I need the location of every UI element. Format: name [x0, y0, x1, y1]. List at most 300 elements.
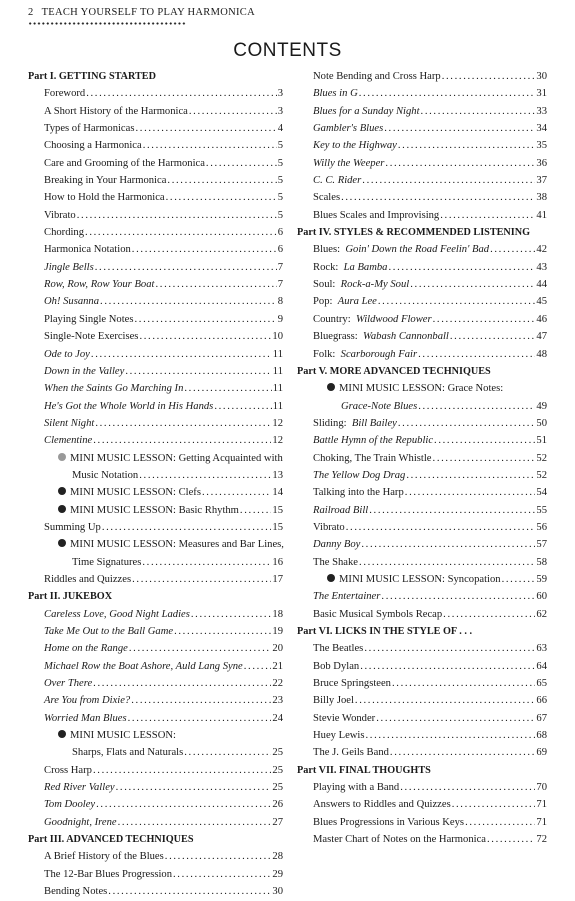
toc-entry-label-wrap [28, 224, 84, 241]
toc-entry-label: Oh! Susanna [44, 296, 100, 308]
toc-entry [297, 346, 547, 363]
toc-part-heading: Part VII. FINAL THOUGHTS [297, 764, 431, 776]
toc-entry-song-title: Wabash Cannonball [363, 331, 449, 343]
toc-entry-label: The Beatles [313, 643, 364, 655]
toc-page-number: 12 [272, 417, 283, 429]
toc-entry [28, 189, 283, 206]
toc-entry-label-wrap [297, 346, 417, 363]
toc-entry [28, 675, 283, 692]
toc-entry-label: Are You from Dixie? [44, 695, 131, 707]
toc-page-number: 36 [536, 157, 547, 169]
toc-entry-label-wrap [297, 328, 449, 345]
toc-entry-label: The 12-Bar Blues Progression [44, 868, 172, 880]
toc-entry-line [297, 380, 547, 397]
toc-entry-label: Key to the Highway [313, 140, 397, 152]
toc-entry-label: Huey Lewis [313, 730, 365, 742]
toc-entry-label-wrap [297, 276, 409, 293]
toc-page-number: 59 [536, 573, 547, 585]
toc-page-number: 55 [536, 504, 547, 516]
toc-entry [297, 398, 547, 415]
toc-entry [297, 606, 547, 623]
dot-leader [410, 276, 535, 293]
toc-entry-label: Bob Dylan [313, 660, 360, 672]
toc-entry-label: Folk: [313, 348, 336, 360]
toc-left-column [28, 68, 283, 901]
dot-leader [102, 519, 272, 536]
dot-leader [388, 259, 535, 276]
dot-leader [93, 675, 271, 692]
dot-leader [100, 293, 277, 310]
toc-entry-label: Home on the Range [44, 643, 128, 655]
toc-entry-label-wrap [297, 241, 489, 258]
toc-page-number: 71 [536, 799, 547, 811]
toc-entry-label-wrap [28, 519, 101, 536]
toc-entry-label-wrap [28, 276, 154, 293]
toc-entry [28, 259, 283, 276]
toc-page-number: 52 [536, 452, 547, 464]
toc-page-number: 11 [272, 383, 283, 395]
dot-leader [184, 744, 271, 761]
toc-page-number: 3 [277, 105, 283, 117]
toc-entry-label: Summing Up [44, 521, 101, 533]
toc-part-heading: Part II. JUKEBOX [28, 591, 113, 603]
dot-leader [240, 502, 271, 519]
toc-page-number: 23 [272, 695, 283, 707]
toc-entry-label: Playing Single Notes [44, 313, 134, 325]
toc-entry-label-wrap [28, 848, 164, 865]
toc-page-number: 30 [272, 886, 283, 898]
toc-entry [28, 762, 283, 779]
toc-page-number: 7 [277, 261, 283, 273]
toc-entry-label: Music Notation [72, 469, 139, 481]
dot-leader [452, 796, 536, 813]
dot-leader [406, 467, 535, 484]
toc-page-number: 5 [277, 157, 283, 169]
dot-leader [400, 779, 535, 796]
toc-entry [297, 241, 547, 258]
toc-page-number: 25 [272, 747, 283, 759]
toc-entry [28, 120, 283, 137]
toc-entry-label-wrap [28, 328, 138, 345]
toc-entry-label-wrap [297, 744, 389, 761]
toc-entry-label-wrap [28, 502, 239, 519]
toc-entry [28, 658, 283, 675]
toc-entry [28, 346, 283, 363]
toc-entry-label: Scales [313, 192, 341, 204]
toc-page-number: 6 [277, 244, 283, 256]
toc-page-number: 3 [277, 88, 283, 100]
toc-entry-label: He's Got the Whole World in His Hands [44, 400, 214, 412]
toc-entry-label-wrap [297, 68, 441, 85]
dot-leader [108, 883, 271, 900]
toc-entry-label-wrap [28, 606, 190, 623]
toc-entry-label-wrap [28, 380, 183, 397]
toc-entry [297, 554, 547, 571]
toc-entry-label: Master Chart of Notes on the Harmonica [313, 834, 486, 846]
dot-leader [166, 189, 277, 206]
toc-page-number: 64 [536, 660, 547, 672]
toc-page-number: 35 [536, 140, 547, 152]
toc-page-number: 48 [536, 348, 547, 360]
toc-entry-label: Blues: [313, 244, 341, 256]
dot-leader [128, 710, 272, 727]
toc-entry-label: Harmonica Notation [44, 244, 131, 256]
toc-entry-label: Country: [313, 313, 351, 325]
dot-leader [433, 311, 536, 328]
toc-entry [297, 710, 547, 727]
toc-page-number: 12 [272, 435, 283, 447]
toc-entry-label: Pop: [313, 296, 333, 308]
dot-leader [118, 814, 272, 831]
dot-leader [360, 658, 535, 675]
toc-entry-label-wrap [297, 432, 433, 449]
toc-part-heading: Part III. ADVANCED TECHNIQUES [28, 834, 194, 846]
toc-page-number: 7 [277, 279, 283, 291]
toc-entry [297, 814, 547, 831]
dot-leader [378, 293, 536, 310]
toc-page-number: 25 [272, 782, 283, 794]
toc-page-number: 14 [272, 487, 283, 499]
dot-leader [142, 554, 271, 571]
toc-page-number: 29 [272, 868, 283, 880]
toc-page-number: 57 [536, 539, 547, 551]
toc-entry-label-wrap [297, 554, 358, 571]
toc-entry [297, 432, 547, 449]
dot-leader [398, 137, 536, 154]
dot-leader [398, 415, 536, 432]
toc-entry-label-wrap [28, 207, 76, 224]
toc-entry-label-wrap [28, 453, 283, 464]
toc-page-number: 10 [272, 331, 283, 343]
toc-entry [28, 276, 283, 293]
toc-entry-label: Chording [44, 227, 85, 239]
dot-leader [96, 796, 271, 813]
dot-leader [381, 588, 535, 605]
toc-entry-label-wrap [297, 207, 439, 224]
toc-entry-label-wrap [28, 883, 107, 900]
toc-entry [297, 519, 547, 536]
toc-entry-label-wrap [297, 502, 368, 519]
toc-entry-label: MINI MUSIC LESSON: Getting Acquainted with [70, 452, 283, 464]
dot-leader [135, 120, 276, 137]
toc-entry-label-wrap [297, 606, 442, 623]
toc-entry-label: Bruce Springsteen [313, 678, 391, 690]
toc-entry-label: Worried Man Blues [44, 712, 127, 724]
toc-entry-label-wrap [28, 363, 124, 380]
toc-entry-label-wrap [28, 415, 94, 432]
toc-entry-line [28, 450, 283, 467]
dot-leader [418, 346, 535, 363]
toc-entry-song-title: Rock-a-My Soul [340, 279, 410, 291]
toc-page-number: 66 [536, 695, 547, 707]
bullet-icon [58, 505, 66, 513]
toc-entry [297, 293, 547, 310]
toc-entry [297, 588, 547, 605]
toc-entry-line [28, 727, 283, 744]
toc-entry [28, 137, 283, 154]
toc-entry-label: Blues Progressions in Various Keys [313, 816, 465, 828]
toc-entry-label: Breaking in Your Harmonica [44, 175, 167, 187]
toc-entry [297, 831, 547, 848]
toc-entry-label: Tom Dooley [44, 799, 96, 811]
toc-entry [28, 883, 283, 900]
dot-leader [77, 207, 277, 224]
toc-entry-song-title: La Bamba [343, 261, 388, 273]
toc-page-number: 47 [536, 331, 547, 343]
dot-leader [487, 831, 535, 848]
dot-leader [390, 744, 535, 761]
running-head [28, 7, 255, 18]
toc-entry-label: Foreword [44, 88, 86, 100]
toc-entry [28, 779, 283, 796]
toc-page-number: 58 [536, 556, 547, 568]
toc-entry [297, 311, 547, 328]
toc-entry-label-wrap [297, 692, 354, 709]
toc-entry-label-wrap [297, 293, 377, 310]
dot-leader [502, 571, 536, 588]
toc-entry-label-wrap [28, 432, 92, 449]
toc-entry [297, 155, 547, 172]
toc-page-number: 67 [536, 712, 547, 724]
toc-entry [297, 276, 547, 293]
toc-entry [28, 432, 283, 449]
toc-entry-label: Careless Love, Good Night Ladies [44, 608, 190, 620]
toc-entry [28, 640, 283, 657]
toc-page-number: 34 [536, 123, 547, 135]
bullet-icon [58, 487, 66, 495]
toc-page-number: 60 [536, 591, 547, 603]
toc-entry-label: Sliding: [313, 417, 347, 429]
dot-leader [132, 241, 277, 258]
toc-entry-label: Grace-Note Blues [341, 400, 418, 412]
dot-leader [167, 172, 276, 189]
toc-page-number: 26 [272, 799, 283, 811]
toc-entry [28, 623, 283, 640]
toc-entry-label: Railroad Bill [313, 504, 369, 516]
toc-entry [28, 172, 283, 189]
toc-entry-song-title: Bill Bailey [351, 417, 397, 429]
toc-entry [297, 137, 547, 154]
dot-leader [86, 85, 277, 102]
toc-entry-label-wrap [28, 85, 85, 102]
toc-page-number: 65 [536, 678, 547, 690]
toc-page-number: 4 [277, 123, 283, 135]
toc-entry-label: Soul: [313, 279, 336, 291]
toc-entry-label-wrap [297, 519, 345, 536]
toc-entry-label: The Yellow Dog Drag [313, 469, 406, 481]
dot-leader [440, 207, 535, 224]
toc-entry-label-wrap [28, 120, 134, 137]
toc-entry [297, 536, 547, 553]
toc-page-number: 24 [272, 712, 283, 724]
toc-page-number: 70 [536, 782, 547, 794]
dot-leader [355, 692, 536, 709]
toc-page-number: 71 [536, 816, 547, 828]
dot-leader [443, 606, 535, 623]
dot-leader [214, 398, 271, 415]
toc-page-number: 72 [536, 834, 547, 846]
toc-entry-label-wrap [28, 762, 92, 779]
dot-leader [364, 640, 535, 657]
toc-entry-label: Michael Row the Boat Ashore, Auld Lang Syne [44, 660, 243, 672]
toc-entry-label-wrap [28, 730, 176, 741]
toc-entry [297, 502, 547, 519]
toc-entry-label-wrap [297, 259, 387, 276]
toc-entry-label: MINI MUSIC LESSON: Clefs [70, 487, 201, 499]
toc-entry-label: Row, Row, Row Your Boat [44, 279, 155, 291]
toc-page-number: 46 [536, 313, 547, 325]
toc-entry-label-wrap [297, 383, 503, 394]
toc-entry-label: Gambler's Blues [313, 123, 384, 135]
toc-entry-label: Playing with a Band [313, 782, 400, 794]
page-number: 2 [28, 7, 34, 18]
page-title: CONTENTS [233, 40, 342, 61]
toc-entry-label: The Shake [313, 556, 359, 568]
toc-entry [297, 120, 547, 137]
dot-leader [361, 536, 535, 553]
toc-entry-label: Care and Grooming of the Harmonica [44, 157, 205, 169]
toc-page-number: 11 [272, 400, 283, 412]
toc-entry-label: Choking, The Train Whistle [313, 452, 432, 464]
bullet-icon [58, 539, 66, 547]
toc-entry-label: Bending Notes [44, 886, 108, 898]
dotted-rule [28, 22, 186, 25]
toc-entry-label-wrap [28, 623, 173, 640]
toc-entry-label: Ode to Joy [44, 348, 90, 360]
toc-page-number: 68 [536, 730, 547, 742]
toc-entry [28, 293, 283, 310]
toc-entry-label-wrap [28, 189, 165, 206]
toc-entry [28, 866, 283, 883]
toc-entry-label-wrap [297, 675, 391, 692]
dot-leader [139, 328, 271, 345]
toc-entry-label: Riddles and Quizzes [44, 573, 132, 585]
dot-leader [450, 328, 536, 345]
toc-entry [28, 692, 283, 709]
toc-entry [297, 484, 547, 501]
dot-leader [155, 276, 276, 293]
toc-page-number: 19 [272, 626, 283, 637]
toc-entry [28, 744, 283, 761]
toc-entry [28, 207, 283, 224]
dot-leader [143, 137, 277, 154]
toc-page-number: 63 [536, 643, 547, 655]
toc-entry-label: Vibrato [313, 521, 345, 533]
toc-page-number: 49 [536, 400, 547, 412]
toc-entry-line [28, 536, 283, 553]
toc-entry-song-title: Goin' Down the Road Feelin' Bad [345, 244, 490, 256]
dot-leader [385, 155, 535, 172]
toc-entry [297, 103, 547, 120]
toc-page-number: 52 [536, 469, 547, 481]
toc-entry-label-wrap [28, 484, 201, 501]
toc-entry-label: Clementine [44, 435, 93, 447]
dot-leader [95, 259, 277, 276]
dot-leader [95, 415, 271, 432]
toc-entry-label-wrap [297, 398, 417, 415]
toc-entry [28, 606, 283, 623]
bullet-icon [58, 453, 66, 461]
toc-entry [28, 519, 283, 536]
toc-entry-label: Cross Harp [44, 764, 92, 776]
toc-entry-label-wrap [297, 796, 451, 813]
dot-leader [134, 311, 276, 328]
toc-entry-label: Time Signatures [72, 556, 142, 568]
toc-page-number: 38 [536, 192, 547, 204]
toc-entry-label: MINI MUSIC LESSON: Basic Rhythm [70, 504, 239, 516]
toc-entry-label-wrap [297, 120, 383, 137]
toc-entry [28, 796, 283, 813]
dot-leader [442, 68, 536, 85]
toc-entry [297, 727, 547, 744]
toc-entry [297, 415, 547, 432]
dot-leader [116, 779, 272, 796]
toc-page-number: 5 [277, 175, 283, 187]
toc-page-number: 50 [536, 417, 547, 429]
dot-leader [93, 432, 271, 449]
toc-entry-label: Types of Harmonicas [44, 123, 135, 135]
toc-entry-label: Jingle Bells [44, 261, 94, 273]
toc-entry-label-wrap [28, 293, 99, 310]
toc-entry-label: Note Bending and Cross Harp [313, 71, 441, 82]
toc-page-number: 11 [272, 365, 283, 377]
dot-leader [341, 189, 535, 206]
toc-entry-label-wrap [28, 346, 90, 363]
toc-entry-label-wrap [28, 398, 213, 415]
toc-entry-label: Sharps, Flats and Naturals [72, 747, 184, 759]
toc-page-number: 13 [272, 469, 283, 481]
toc-entry [28, 467, 283, 484]
toc-page-number: 18 [272, 608, 283, 620]
toc-entry-label: Blues Scales and Improvising [313, 209, 440, 221]
dot-leader [132, 571, 271, 588]
toc-entry-label-wrap [297, 467, 405, 484]
toc-entry [28, 155, 283, 172]
dot-leader [376, 710, 535, 727]
toc-page-number: 9 [277, 313, 283, 325]
toc-entry-label-wrap [28, 259, 94, 276]
toc-entry-label: Silent Night [44, 417, 95, 429]
dot-leader [173, 866, 271, 883]
toc-entry-label-wrap [297, 779, 399, 796]
bullet-icon [58, 730, 66, 738]
dot-leader [405, 484, 536, 501]
toc-entry-label-wrap [28, 744, 183, 761]
dot-leader [165, 848, 272, 865]
toc-entry-label: Answers to Riddles and Quizzes [313, 799, 451, 811]
toc-entry-label: Willy the Weeper [313, 157, 385, 169]
toc-entry-label-wrap [28, 658, 243, 675]
toc-entry-label-wrap [297, 189, 340, 206]
toc-entry-label: Single-Note Exercises [44, 331, 139, 343]
dot-leader [191, 606, 272, 623]
toc-entry [28, 85, 283, 102]
toc-entry-label-wrap [297, 484, 404, 501]
toc-entry-label-wrap [297, 450, 432, 467]
toc-entry-label: Down in the Valley [44, 365, 125, 377]
toc-page-number: 5 [277, 209, 283, 221]
toc-entry-label: C. C. Rider [313, 175, 362, 187]
toc-entry-label-wrap [28, 692, 130, 709]
toc-page-number: 30 [536, 71, 547, 82]
toc-page-number: 11 [272, 348, 283, 360]
toc-right-column [297, 68, 547, 848]
toc-entry-label: Stevie Wonder [313, 712, 376, 724]
toc-entry [28, 363, 283, 380]
toc-entry [28, 415, 283, 432]
toc-entry-label-wrap [28, 640, 128, 657]
toc-entry-label: The J. Geils Band [313, 747, 389, 759]
